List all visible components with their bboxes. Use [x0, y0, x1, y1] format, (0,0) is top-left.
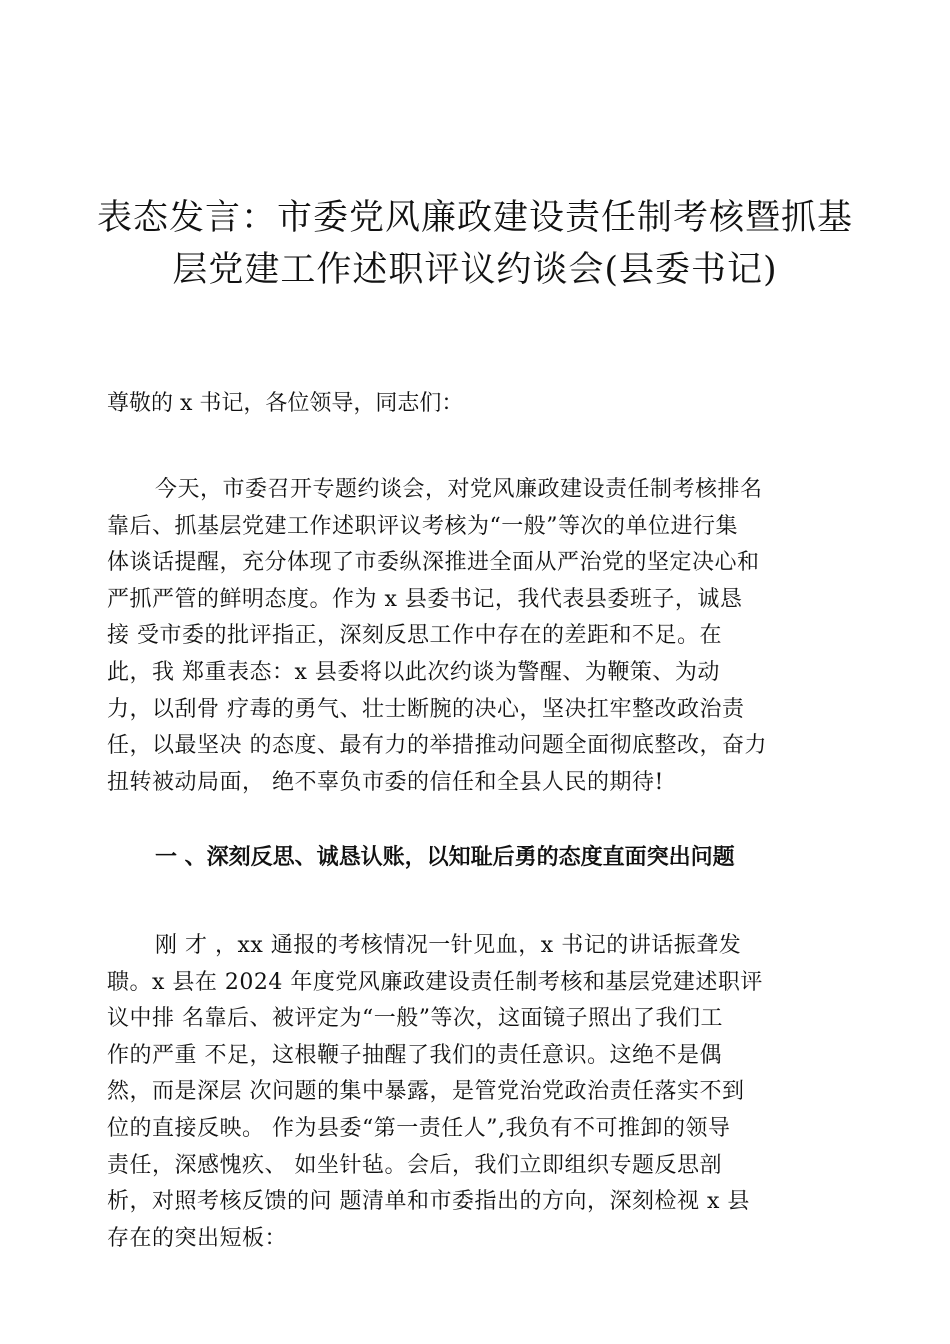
paragraph-line: 责任，深感愧疚、 如坐针毡。会后，我们立即组织专题反思剖 [107, 1152, 722, 1178]
paragraph-line: 严抓严管的鲜明态度。作为 x 县委书记，我代表县委班子，诚恳 [107, 586, 743, 612]
paragraph-line: 体谈话提醒，充分体现了市委纵深推进全面从严治党的坚定决心和 [107, 550, 760, 576]
paragraph-2 [107, 928, 847, 1257]
paragraph-line: 聩。x 县在 2024 年度党风廉政建设责任制考核和基层党建述职评 [107, 969, 763, 995]
paragraph-line: 析，对照考核反馈的问 题清单和市委指出的方向，深刻检视 x 县 [107, 1189, 750, 1215]
paragraph-line: 作的严重 不足，这根鞭子抽醒了我们的责任意识。这绝不是偶 [107, 1042, 722, 1068]
paragraph-line: 力，以刮骨 疗毒的勇气、壮士断腕的决心，坚决扛牢整改政治责 [107, 696, 745, 722]
paragraph-line: 然，而是深层 次问题的集中暴露，是管党治党政治责任落实不到 [107, 1079, 745, 1105]
paragraph-line: 接 受市委的批评指正，深刻反思工作中存在的差距和不足。在 [107, 623, 722, 649]
paragraph-line: 位的直接反映。 作为县委“第一责任人”,我负有不可推卸的领导 [107, 1115, 731, 1141]
salutation: 尊敬的 x 书记，各位领导，同志们： [107, 391, 464, 416]
section-heading-1: 一 、深刻反思、诚恳认账，以知耻后勇的态度直面突出问题 [155, 845, 735, 870]
paragraph-line: 靠后、抓基层党建工作述职评议考核为“一般”等次的单位进行集 [107, 513, 738, 539]
paragraph-line: 存在的突出短板： [107, 1225, 288, 1251]
paragraph-1 [107, 472, 847, 801]
paragraph-line: 今天，市委召开专题约谈会，对党风廉政建设责任制考核排名 [155, 477, 763, 502]
paragraph-line: 刚 才 ，xx 通报的考核情况一针见血，x 书记的讲话振聋发 [155, 933, 742, 958]
title-line-1: 表态发言：市委党风廉政建设责任制考核暨抓基 [96, 198, 853, 238]
paragraph-line: 此，我 郑重表态：x 县委将以此次约谈为警醒、为鞭策、为动 [107, 659, 720, 685]
paragraph-line: 扭转被动局面， 绝不辜负市委的信任和全县人民的期待! [107, 769, 664, 795]
document-title [0, 192, 950, 296]
title-line-2: 层党建工作述职评议约谈会(县委书记) [172, 250, 778, 290]
paragraph-line: 议中排 名靠后、被评定为“一般”等次，这面镜子照出了我们工 [107, 1006, 723, 1032]
paragraph-line: 任，以最坚决 的态度、最有力的举措推动问题全面彻底整改，奋力 [107, 733, 767, 759]
